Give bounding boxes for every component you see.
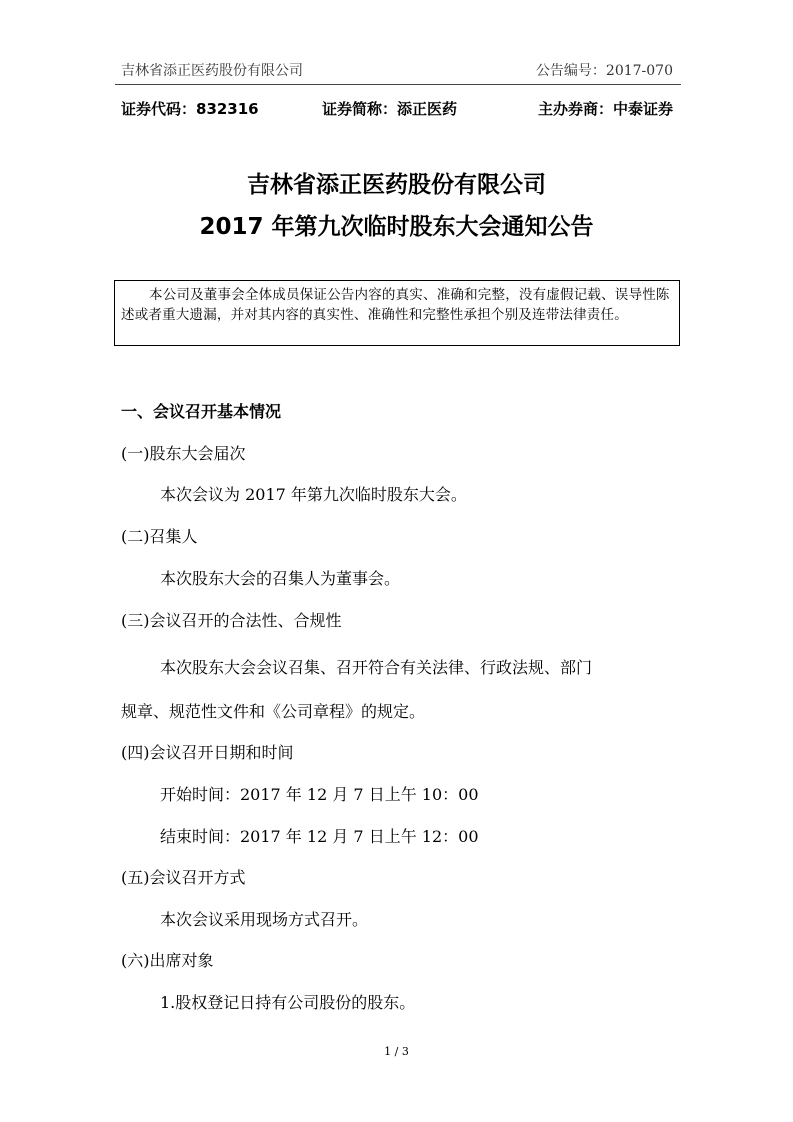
page-number: 1 / 3: [384, 1045, 409, 1058]
item-legality-body-2: 规章、规范性文件和《公司章程》的规定。: [121, 702, 426, 721]
section-heading-basic-info: 一、会议召开基本情况: [121, 402, 282, 421]
item-legality-label: (三)会议召开的合法性、合规性: [121, 611, 342, 630]
header-announcement-number: 公告编号：2017-070: [535, 63, 673, 79]
lead-broker: 主办券商：中泰证券: [537, 100, 673, 118]
item-session-label: (一)股东大会届次: [121, 444, 246, 463]
security-code: 证券代码：832316: [121, 100, 259, 118]
title-announcement: 2017 年第九次临时股东大会通知公告: [199, 214, 594, 240]
item-start-time: 开始时间：2017 年 12 月 7 日上午 10：00: [160, 785, 479, 804]
statement-text: 本公司及董事会全体成员保证公告内容的真实、准确和完整，没有虚假记载、误导性陈述或者重大遗漏，并对其内容的真实性、准确性和完整性承担个别及连带法律责任。: [121, 287, 670, 323]
item-session-body: 本次会议为 2017 年第九次临时股东大会。: [160, 485, 467, 504]
item-legality-body-1: 本次股东大会会议召集、召开符合有关法律、行政法规、部门: [160, 658, 593, 677]
statement-box: [114, 280, 680, 346]
item-convener-label: (二)召集人: [121, 527, 198, 546]
item-end-time: 结束时间：2017 年 12 月 7 日上午 12：00: [160, 827, 479, 846]
security-short-name: 证券简称：添正医药: [322, 100, 458, 118]
item-datetime-label: (四)会议召开日期和时间: [121, 743, 294, 762]
title-company: 吉林省添正医药股份有限公司: [247, 172, 546, 198]
item-convener-body: 本次股东大会的召集人为董事会。: [160, 569, 401, 588]
item-attendees-label: (六)出席对象: [121, 951, 214, 970]
item-method-body: 本次会议采用现场方式召开。: [160, 910, 369, 929]
header-company: 吉林省添正医药股份有限公司: [121, 63, 303, 79]
header-divider: [115, 84, 681, 85]
item-method-label: (五)会议召开方式: [121, 868, 246, 887]
item-attendees-body: 1.股权登记日持有公司股份的股东。: [160, 993, 416, 1012]
